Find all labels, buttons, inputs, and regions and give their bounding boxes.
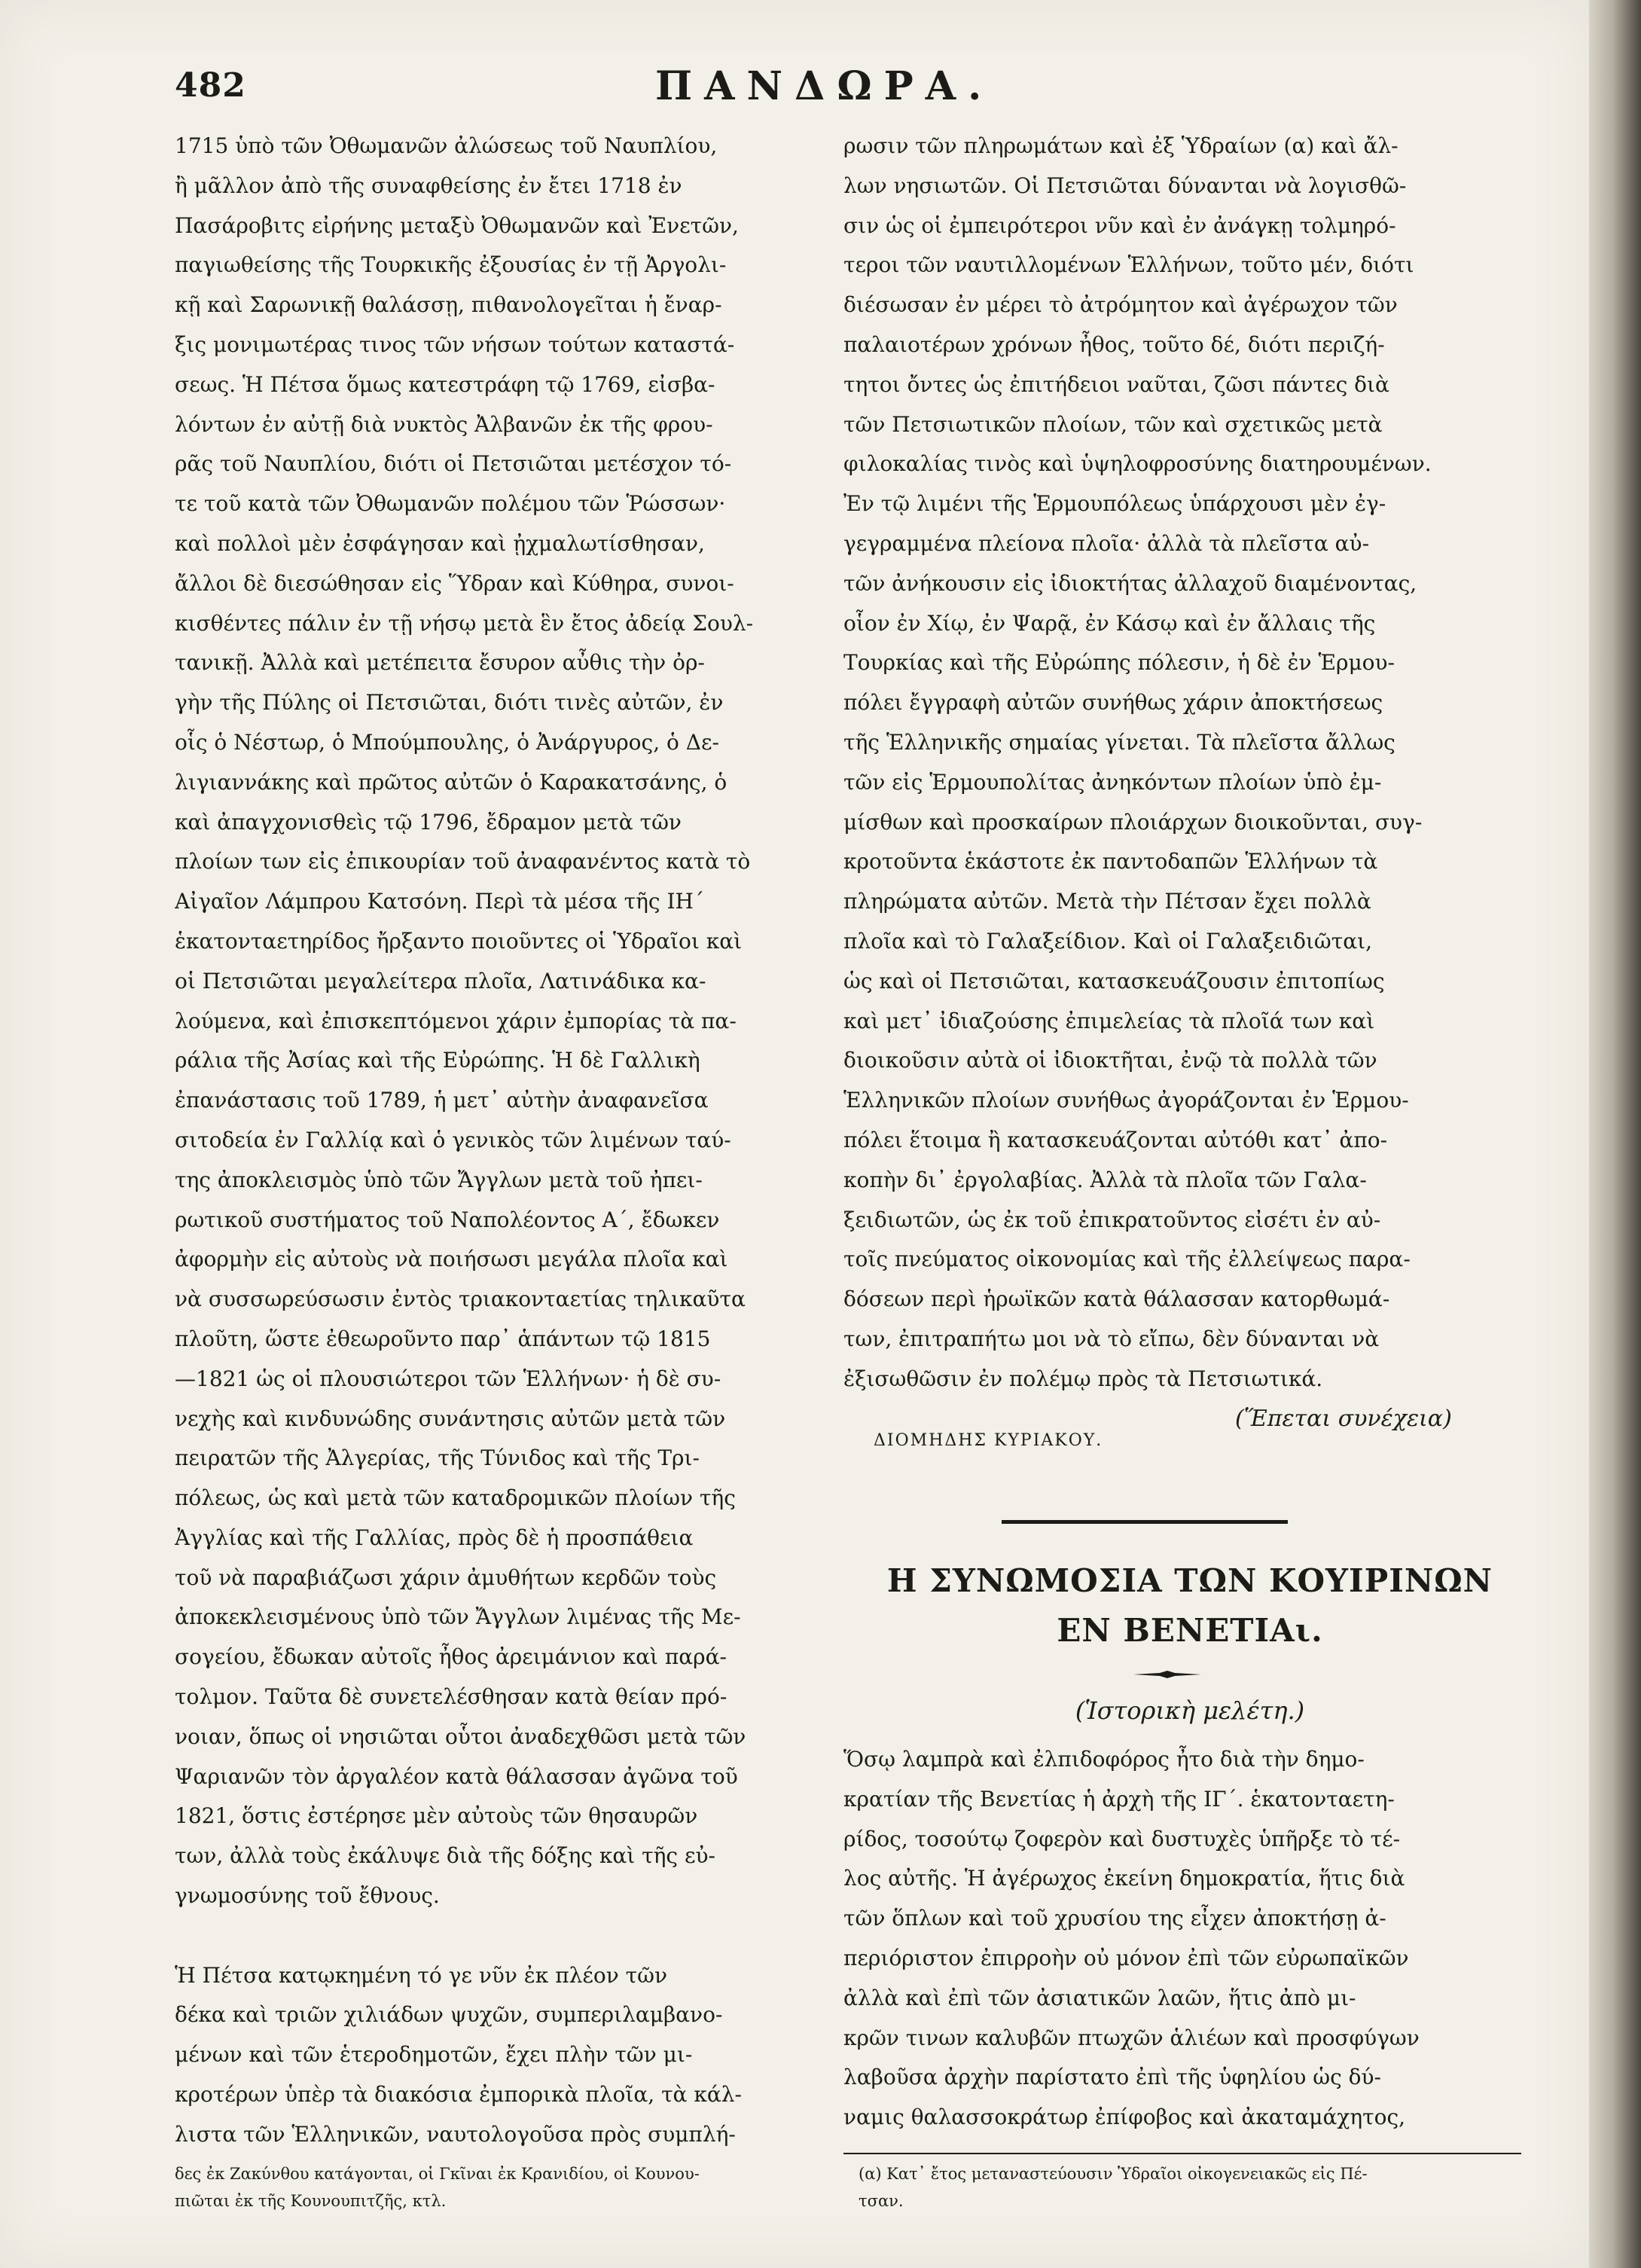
footnote-rule [843, 2153, 1521, 2154]
section-divider [1002, 1520, 1288, 1524]
text-line: σιν ὡς οἱ ἐμπειρότεροι νῦν καὶ ἐν ἀνάγκῃ τολμηρό- [843, 212, 1396, 238]
text-line: ἀποκεκλεισμένους ὑπὸ τῶν Ἄγγλων λιμένας τῆς Με- [175, 1604, 741, 1630]
right-column [843, 127, 1521, 1400]
author-signature: ΔΙΟΜΗΔΗΣ ΚΥΡΙΑΚΟΥ. [874, 1431, 1103, 1450]
article-text-line: κρῶν τινων καλυβῶν πτωχῶν ἁλιέων καὶ προσφύγων [843, 2025, 1420, 2050]
text-line: ἐπανάστασις τοῦ 1789, ἡ μετ᾽ αὐτὴν ἀναφανεῖσα [175, 1088, 709, 1113]
footnote-line: δες ἐκ Ζακύνθου κατάγονται, οἱ Γκῖναι ἐκ Κρανιδίου, οἱ Κουνου- [175, 2165, 700, 2183]
text-line: λόντων ἐν αὐτῇ διὰ νυκτὸς Ἀλβανῶν ἐκ τῆς φρου- [175, 411, 713, 437]
text-line: λιστα τῶν Ἑλληνικῶν, ναυτολογοῦσα πρὸς συμπλή- [175, 2121, 736, 2147]
text-line: πλοίων των εἰς ἐπικουρίαν τοῦ ἀναφανέντος κατὰ τὸ [175, 849, 751, 875]
article-text-line: Ὅσῳ λαμπρὰ καὶ ἐλπιδοφόρος ἦτο διὰ τὴν δημο- [843, 1747, 1365, 1772]
article-text-line: ναμις θαλασσοκράτωρ ἐπίφοβος καὶ ἀκαταμάχητος, [843, 2105, 1406, 2130]
text-line: σεως. Ἡ Πέτσα ὅμως κατεστράφη τῷ 1769, εἰσβα- [175, 371, 715, 397]
text-line: μένων καὶ τῶν ἑτεροδημοτῶν, ἔχει πλὴν τῶν μι- [175, 2042, 693, 2068]
ornament-rule [1133, 1671, 1201, 1678]
text-line: πλοῖα καὶ τὸ Γαλαξείδιον. Καὶ οἱ Γαλαξειδιῶται, [843, 928, 1373, 954]
text-line: γεγραμμένα πλείονα πλοῖα· ἀλλὰ τὰ πλεῖστα αὐ- [843, 530, 1370, 556]
text-line: γὴν τῆς Πύλης οἱ Πετσιῶται, διότι τινὲς αὐτῶν, ἐν [175, 690, 724, 716]
text-line: παγιωθείσης τῆς Τουρκικῆς ἐξουσίας ἐν τῇ Ἀργολι- [175, 252, 727, 278]
text-line: δόσεων περὶ ἡρωϊκῶν κατὰ θάλασσαν κατορθωμά- [843, 1287, 1390, 1312]
footnote-left [175, 2160, 822, 2215]
text-line: τῶν εἰς Ἑρμουπολίτας ἀνηκόντων πλοίων ὑπὸ ἐμ- [843, 769, 1382, 795]
continuation-note: (Ἕπεται συνέχεια) [1235, 1406, 1452, 1432]
text-line: νεχὴς καὶ κινδυνώδης συνάντησις αὐτῶν μετὰ τῶν [175, 1406, 726, 1431]
article-title-line-1: Η ΣΥΝΩΜΟΣΙΑ ΤΩΝ ΚΟΥΙΡΙΝΩΝ [886, 1562, 1493, 1599]
text-line: οἷς ὁ Νέστωρ, ὁ Μπούμπουλης, ὁ Ἀνάργυρος, ὁ Δε- [175, 729, 719, 755]
text-line: τητοι ὄντες ὡς ἐπιτήδειοι ναῦται, ζῶσι πάντες διὰ [843, 371, 1389, 397]
text-line: ἐξισωθῶσιν ἐν πολέμῳ πρὸς τὰ Πετσιωτικά. [843, 1366, 1323, 1391]
text-line: των, ἀλλὰ τοὺς ἐκάλυψε διὰ τῆς δόξης καὶ τῆς εὐ- [175, 1843, 715, 1869]
text-line: 1821, ὅστις ἐστέρησε μὲν αὐτοὺς τῶν θησαυρῶν [175, 1803, 698, 1829]
book-spine-shadow [1589, 0, 1641, 2268]
article-subtitle: (Ἱστορικὴ μελέτη.) [1075, 1696, 1305, 1725]
text-line: καὶ πολλοὶ μὲν ἐσφάγησαν καὶ ᾐχμαλωτίσθησαν, [175, 530, 705, 556]
text-line: σιτοδεία ἐν Γαλλίᾳ καὶ ὁ γενικὸς τῶν λιμένων ταύ- [175, 1127, 731, 1152]
text-line: τεροι τῶν ναυτιλλομένων Ἑλλήνων, τοῦτο μέν, διότι [843, 252, 1414, 278]
text-line: Ψαριανῶν τὸν ἀργαλέον κατὰ θάλασσαν ἀγῶνα τοῦ [175, 1763, 738, 1789]
text-line: 1715 ὑπὸ τῶν Ὀθωμανῶν ἀλώσεως τοῦ Ναυπλίου, [175, 133, 718, 158]
text-line: πόλει ἕτοιμα ἢ κατασκευάζονται αὐτόθι κατ᾽ ἀπο- [843, 1127, 1388, 1152]
text-line: γνωμοσύνης τοῦ ἔθνους. [175, 1883, 440, 1909]
text-line: τολμον. Ταῦτα δὲ συνετελέσθησαν κατὰ θείαν πρό- [175, 1684, 727, 1710]
article-text-line: ἀλλὰ καὶ ἐπὶ τῶν ἀσιατικῶν λαῶν, ἥτις ἀπὸ μι- [843, 1985, 1356, 2010]
text-line: ξειδιωτῶν, ὡς ἐκ τοῦ ἐπικρατοῦντος εἰσέτι ἐν αὐ- [843, 1207, 1381, 1232]
text-line: νοιαν, ὅπως οἱ νησιῶται οὗτοι ἀναδεχθῶσι μετὰ τῶν [175, 1723, 746, 1749]
text-line: νὰ συσσωρεύσωσιν ἐντὸς τριακονταετίας τηλικαῦτα [175, 1287, 746, 1312]
text-line: τε τοῦ κατὰ τῶν Ὀθωμανῶν πολέμου τῶν Ῥώσσων· [175, 491, 726, 517]
text-line: Αἰγαῖον Λάμπρου Κατσόνη. Περὶ τὰ μέσα τῆς ΙΗ΄ [175, 889, 704, 914]
text-line: πληρώματα αὐτῶν. Μετὰ τὴν Πέτσαν ἔχει πολλὰ [843, 889, 1371, 914]
text-line [175, 1916, 822, 1956]
text-line: τοῖς πνεύματος οἰκονομίας καὶ τῆς ἐλλείψεως παρα- [843, 1247, 1411, 1272]
text-line: πόλεως, ὡς καὶ μετὰ τῶν καταδρομικῶν πλοίων τῆς [175, 1485, 736, 1511]
footnote-line: τσαν. [859, 2192, 904, 2210]
text-line: ρωσιν τῶν πληρωμάτων καὶ ἐξ Ὑδραίων (α) καὶ ἄλ- [843, 133, 1399, 158]
text-line: κῇ καὶ Σαρωνικῇ θαλάσσῃ, πιθανολογεῖται ἡ ἔναρ- [175, 292, 722, 318]
text-line: σογείου, ἔδωκαν αὐτοῖς ἦθος ἀρειμάνιον καὶ παρά- [175, 1644, 727, 1670]
text-line: ρᾶς τοῦ Ναυπλίου, διότι οἱ Πετσιῶται μετέσχον τό- [175, 451, 732, 477]
text-line: κροτέρων ὑπὲρ τὰ διακόσια ἐμπορικὰ πλοῖα, τὰ κάλ- [175, 2082, 742, 2108]
text-line: λούμενα, καὶ ἐπισκεπτόμενοι χάριν ἐμπορίας τὰ πα- [175, 1008, 737, 1033]
footnote-line: (α) Κατ᾽ ἔτος μεταναστεύουσιν Ὑδραῖοι οἰκογενειακῶς εἰς Πέ- [859, 2165, 1368, 2183]
footnote-line: πιῶται ἐκ τῆς Κουνουπιτζῆς, κτλ. [175, 2192, 447, 2210]
text-line: πειρατῶν τῆς Ἀλγερίας, τῆς Τύνιδος καὶ τῆς Τρι- [175, 1445, 700, 1471]
text-line: ἀφορμὴν εἰς αὐτοὺς νὰ ποιήσωσι μεγάλα πλοῖα καὶ [175, 1247, 728, 1272]
text-line: φιλοκαλίας τινὸς καὶ ὑψηλοφροσύνης διατηρουμένων. [843, 451, 1432, 477]
left-column [175, 127, 822, 2155]
page-number: 482 [175, 66, 246, 105]
text-line: λιγιαννάκης καὶ πρῶτος αὐτῶν ὁ Καρακατσάνης, ὁ [175, 769, 727, 795]
article-text-line: λαβοῦσα ἀρχὴν παρίστατο ἐπὶ τῆς ὑφηλίου ὡς δύ- [843, 2065, 1381, 2090]
text-line: τῶν ἀνήκουσιν εἰς ἰδιοκτήτας ἀλλαχοῦ διαμένοντας, [843, 570, 1417, 596]
text-line: ἄλλοι δὲ διεσώθησαν εἰς Ὕδραν καὶ Κύθηρα, συνοι- [175, 570, 734, 596]
text-line: των, ἐπιτραπήτω μοι νὰ τὸ εἴπω, δὲν δύνανται νὰ [843, 1326, 1380, 1351]
article-body [843, 1740, 1521, 2138]
text-line: Τουρκίας καὶ τῆς Εὐρώπης πόλεσιν, ἡ δὲ ἐν Ἑρμου- [843, 650, 1395, 676]
text-line: —1821 ὡς οἱ πλουσιώτεροι τῶν Ἑλλήνων· ἡ δὲ συ- [175, 1366, 721, 1391]
text-line: οἱ Πετσιῶται μεγαλείτερα πλοῖα, Λατινάδικα κα- [175, 968, 706, 994]
article-title-line-2: ΕΝ ΒΕΝΕΤΙΑι. [1057, 1612, 1323, 1649]
text-line: τανικῇ. Ἀλλὰ καὶ μετέπειτα ἔσυρον αὖθις τὴν ὀρ- [175, 650, 705, 676]
text-line: Πασάροβιτς εἰρήνης μεταξὺ Ὀθωμανῶν καὶ Ἐνετῶν, [175, 212, 739, 238]
text-line: κισθέντες πάλιν ἐν τῇ νήσῳ μετὰ ἓν ἔτος ἀδείᾳ Σουλ- [175, 610, 754, 636]
text-line: λων νησιωτῶν. Οἱ Πετσιῶται δύνανται νὰ λογισθῶ- [843, 172, 1407, 198]
text-line: τῆς Ἑλληνικῆς σημαίας γίνεται. Τὰ πλεῖστα ἄλλως [843, 729, 1395, 755]
text-line: ξις μονιμωτέρας τινος τῶν νήσων τούτων καταστά- [175, 331, 735, 357]
text-line: πόλει ἔγγραφὴ αὐτῶν συνήθως χάριν ἀποκτήσεως [843, 690, 1383, 716]
article-text-line: ρίδος, τοσούτῳ ζοφερὸν καὶ δυστυχὲς ὑπῆρξε τὸ τέ- [843, 1826, 1401, 1851]
text-line: καὶ ἀπαγχονισθεὶς τῷ 1796, ἔδραμον μετὰ τῶν [175, 809, 682, 835]
text-line: ἢ μᾶλλον ἀπὸ τῆς συναφθείσης ἐν ἔτει 1718 ἐν [175, 172, 682, 198]
footnote-right [859, 2160, 1521, 2215]
text-line: Ἑλληνικῶν πλοίων συνήθως ἀγοράζονται ἐν Ἑρμου- [843, 1088, 1409, 1113]
article-title [851, 1556, 1529, 1656]
text-line: διοικοῦσιν αὐτὰ οἱ ἰδιοκτῆται, ἐνῷ τὰ πολλὰ τῶν [843, 1048, 1377, 1073]
text-line: Ἡ Πέτσα κατῳκημένη τό γε νῦν ἐκ πλέον τῶν [175, 1962, 667, 1988]
text-line: παλαιοτέρων χρόνων ἦθος, τοῦτο δέ, διότι περιζή- [843, 331, 1385, 357]
text-line: Ἐν τῷ λιμένι τῆς Ἑρμουπόλεως ὑπάρχουσι μὲν ἐγ- [843, 491, 1386, 517]
article-text-line: κρατίαν τῆς Βενετίας ἡ ἀρχὴ τῆς ΙΓ΄. ἑκατονταετη- [843, 1786, 1395, 1812]
article-text-line: τῶν ὅπλων καὶ τοῦ χρυσίου της εἶχεν ἀποκτήσῃ ἀ- [843, 1906, 1386, 1931]
text-line: πλοῦτη, ὥστε ἐθεωροῦντο παρ᾽ ἁπάντων τῷ 1815 [175, 1326, 711, 1351]
text-line: δέκα καὶ τριῶν χιλιάδων ψυχῶν, συμπεριλαμβανο- [175, 2002, 723, 2028]
article-text-line: περιόριστον ἐπιρροὴν οὐ μόνον ἐπὶ τῶν εὐρωπαϊκῶν [843, 1945, 1409, 1970]
text-line: Ἀγγλίας καὶ τῆς Γαλλίας, πρὸς δὲ ἡ προσπάθεια [175, 1525, 694, 1550]
text-line: οἷον ἐν Χίῳ, ἐν Ψαρᾷ, ἐν Κάσῳ καὶ ἐν ἄλλαις τῆς [843, 610, 1376, 636]
running-head: ΠΑΝΔΩΡΑ. [655, 63, 994, 109]
text-line: ράλια τῆς Ἀσίας καὶ τῆς Εὐρώπης. Ἡ δὲ Γαλλικὴ [175, 1048, 700, 1073]
article-text-line: λος αὐτῆς. Ἡ ἀγέρωχος ἐκείνη δημοκρατία, ἥτις διὰ [843, 1866, 1405, 1891]
text-line: μίσθων καὶ προσκαίρων πλοιάρχων διοικοῦνται, συγ- [843, 809, 1423, 835]
text-line: κροτοῦντα ἑκάστοτε ἐκ παντοδαπῶν Ἑλλήνων τὰ [843, 849, 1378, 875]
text-line: ἑκατονταετηρίδος ἤρξαντο ποιοῦντες οἱ Ὑδραῖοι καὶ [175, 928, 743, 954]
text-line: ρωτικοῦ συστήματος τοῦ Ναπολέοντος Α΄, ἔδωκεν [175, 1207, 720, 1232]
text-line: διέσωσαν ἐν μέρει τὸ ἀτρόμητον καὶ ἀγέρωχον τῶν [843, 292, 1398, 318]
text-line: τοῦ νὰ παραβιάζωσι χάριν ἀμυθήτων κερδῶν τοὺς [175, 1564, 717, 1590]
text-line: καὶ μετ᾽ ἰδιαζούσης ἐπιμελείας τὰ πλοῖά των καὶ [843, 1008, 1375, 1033]
text-line: της ἀποκλεισμὸς ὑπὸ τῶν Ἄγγλων μετὰ τοῦ ἠπει- [175, 1167, 703, 1192]
text-line: τῶν Πετσιωτικῶν πλοίων, τῶν καὶ σχετικῶς μετὰ [843, 411, 1383, 437]
text-line: ὡς καὶ οἱ Πετσιῶται, κατασκευάζουσιν ἐπιτοπίως [843, 968, 1385, 994]
text-line: κοπὴν δι᾽ ἐργολαβίας. Ἀλλὰ τὰ πλοῖα τῶν Γαλα- [843, 1167, 1367, 1192]
